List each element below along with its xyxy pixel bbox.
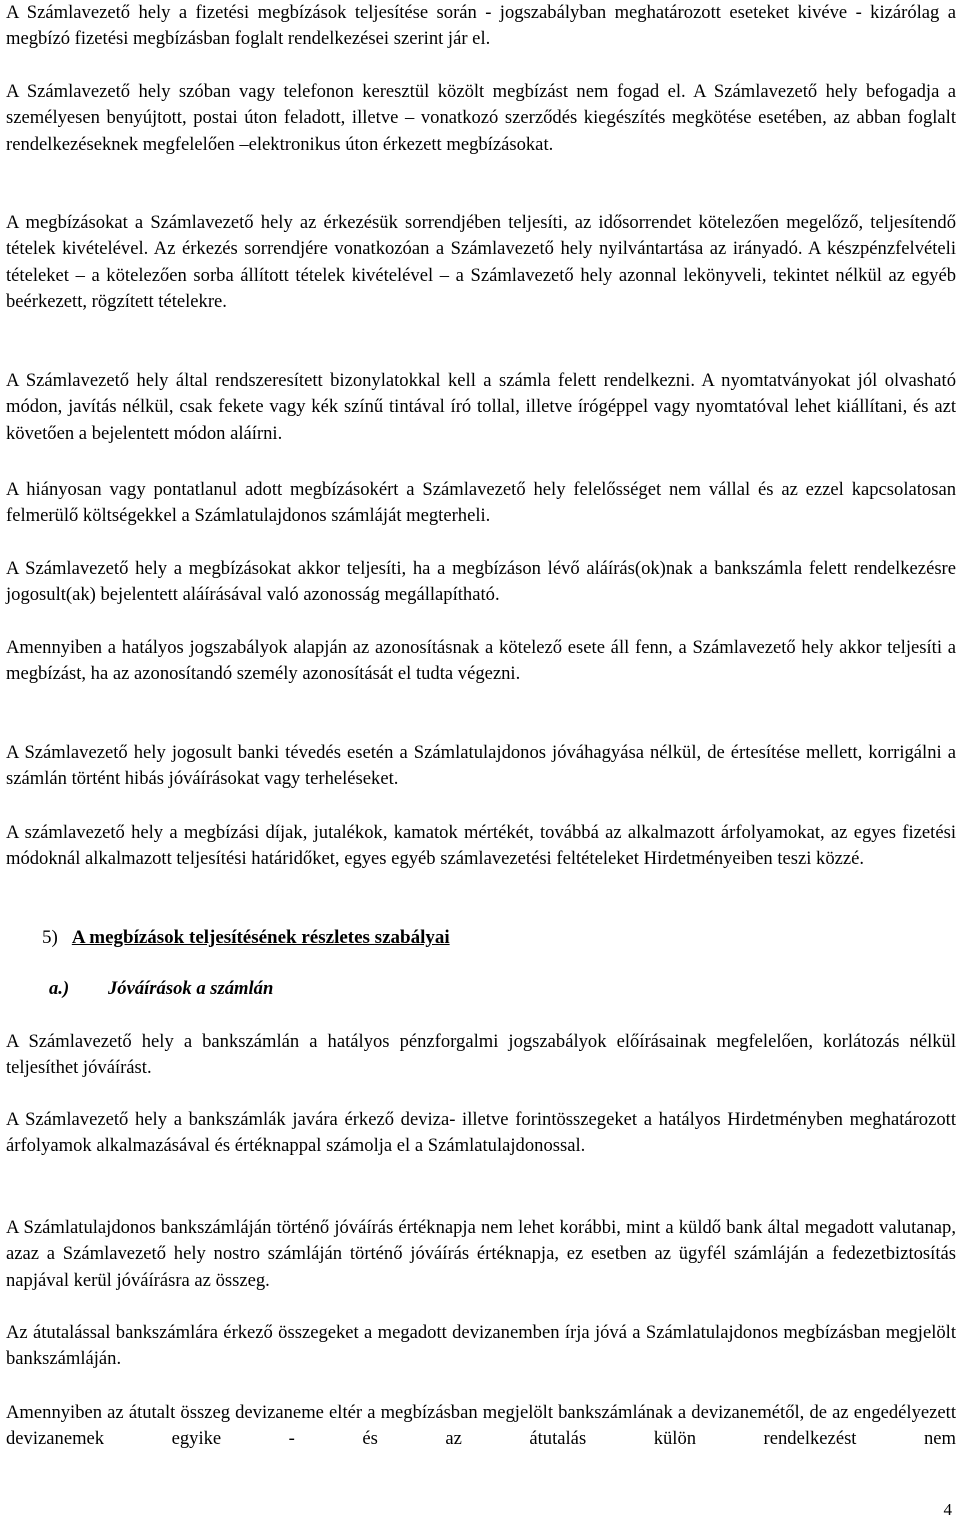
paragraph-order-sequence: A megbízásokat a Számlavezető hely az érkezésük sorrendjében teljesíti, az idősorrendet kötelezően megelőző, teljesítendő tételek kivételével. Az érkezés sorrendjére vonatkozóan a Számlavezető hely nyilvántartása az irányadó. A készpénzfelvételi tételeket – a kötelezően sorba állított tételek kivételével – a Számlavezető hely azonnal lekönyveli, tekintet nélkül az egyéb beérkezett, rögzített tételekre. <box>6 212 956 312</box>
paragraph-execution-rules: A Számlavezető hely a fizetési megbízások teljesítése során - jogszabályban meghatározott eseteket kivéve - kizárólag a megbízó fizetési megbízásban foglalt rendelkezései szerint jár el. <box>6 2 956 50</box>
paragraph-signature: A Számlavezető hely a megbízásokat akkor teljesíti, ha a megbízáson lévő aláírás(ok)nak a bankszámla felett rendelkezésre jogosult(ak) bejelentett aláírásával való azonosság megállapítható. <box>6 558 956 606</box>
section-heading <box>42 925 450 951</box>
paragraph-forms: A Számlavezető hely által rendszeresített bizonylatokkal kell a számla felett rendelkezni. A nyomtatványokat jól olvasható módon, javítás nélkül, csak fekete vagy kék színű tintával író tollal, illetve írógéppel vagy nyomtatóval lehet kiállítani, és azt követően a bejelentett módon aláírni. <box>6 370 956 444</box>
subsection-title: Jóváírások a számlán <box>108 978 274 999</box>
paragraph-transfer-currency: Az átutalással bankszámlára érkező összegeket a megadott devizanemben írja jóvá a Számlatulajdonos megbízásban megjelölt bankszámláján. <box>6 1322 956 1370</box>
page-number: 4 <box>943 1500 952 1519</box>
paragraph-credit-exchange: A Számlavezető hely a bankszámlák javára érkező deviza- illetve forintösszegeket a hatályos Hirdetményben meghatározott árfolyamok alkalmazásával és értéknappal számolja el a Számlatulajdonossal. <box>6 1109 956 1157</box>
paragraph-identification: Amennyiben a hatályos jogszabályok alapján az azonosításnak a kötelező esete áll fenn, a Számlavezető hely akkor teljesíti a megbízást, ha az azonosítandó személy azonosítását el tudta végezni. <box>6 637 956 685</box>
paragraph-value-date: A Számlatulajdonos bankszámláján történő jóváírás értéknapja nem lehet korábbi, mint a küldő bank által megadott valutanap, azaz a Számlavezető hely nostro számláján történő jóváírás értéknapja, ez esetben az ügyfél számláján a fedezetbiztosítás napjával kerül jóváírásra az összeg. <box>6 1217 956 1291</box>
section-title: A megbízások teljesítésének részletes szabályai <box>71 927 450 948</box>
paragraph-liability: A hiányosan vagy pontatlanul adott megbízásokért a Számlavezető hely felelősséget nem vállal és az ezzel kapcsolatosan felmerülő költségekkel a Számlatulajdonos számláját megterheli. <box>6 479 956 527</box>
subsection-heading <box>49 976 273 1002</box>
paragraph-correction: A Számlavezető hely jogosult banki tévedés esetén a Számlatulajdonos jóváhagyása nélkül, de értesítése mellett, korrigálni a számlán történt hibás jóváírásokat vagy terheléseket. <box>6 742 956 790</box>
paragraph-order-acceptance: A Számlavezető hely szóban vagy telefonon keresztül közölt megbízást nem fogad el. A Számlavezető hely befogadja a személyesen benyújtott, postai úton feladott, illetve – vonatkozó szerződés kiegészítés megkötése esetében, az abban foglalt rendelkezéseknek megfelelően –elektronikus úton érkezett megbízásokat. <box>6 81 956 155</box>
paragraph-credit-general: A Számlavezető hely a bankszámlán a hatályos pénzforgalmi jogszabályok előírásainak megfelelően, korlátozás nélkül teljesíthet jóváírást. <box>6 1031 956 1079</box>
paragraph-currency-mismatch: Amennyiben az átutalt összeg devizaneme eltér a megbízásban megjelölt bankszámlának a devizanemétől, de az engedélyezett devizanemek egyike - és az átutalás külön rendelkezést nem <box>6 1402 956 1450</box>
paragraph-announcements: A számlavezető hely a megbízási díjak, jutalékok, kamatok mértékét, továbbá az alkalmazott árfolyamokat, az egyes fizetési módoknál alkalmazott teljesítési határidőket, egyes egyéb számlavezetési feltételeket Hirdetményeiben teszi közzé. <box>6 822 956 870</box>
section-number: 5) <box>42 927 58 948</box>
subsection-label: a.) <box>49 978 70 999</box>
